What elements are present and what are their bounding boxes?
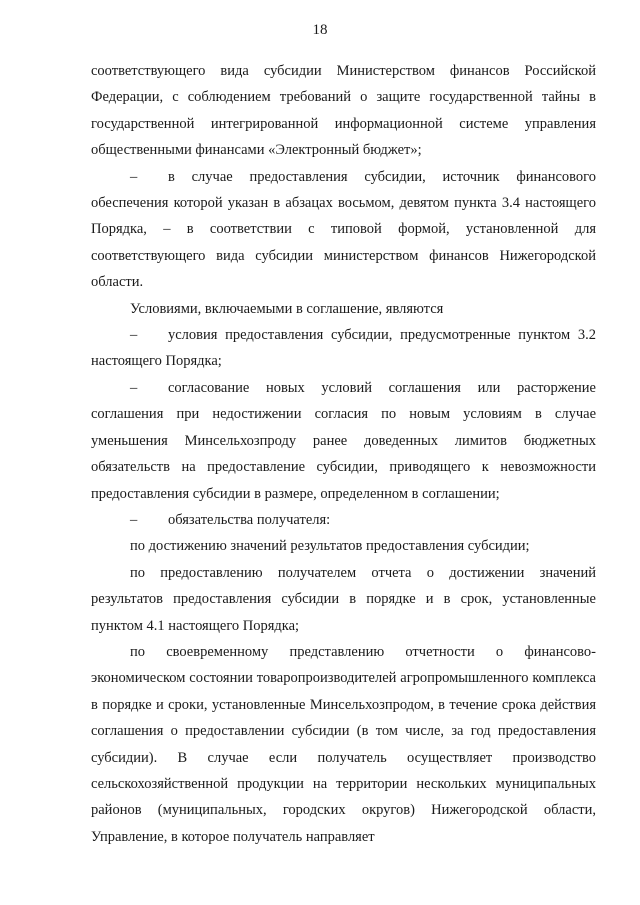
paragraph	[91, 560, 596, 639]
dash-marker: –	[130, 511, 138, 528]
dash-list-item	[91, 164, 596, 296]
paragraph-text: по достижению значений результатов предоставления субсидии;	[130, 538, 530, 555]
paragraph-text: условия предоставления субсидии, предусмотренные пунктом 3.2 настоящего Порядка;	[91, 327, 596, 370]
dash-marker: –	[130, 327, 138, 344]
page-number: 18	[312, 22, 328, 38]
paragraph-text: Условиями, включаемыми в соглашение, являются	[130, 300, 444, 317]
paragraph	[91, 533, 596, 559]
paragraph	[91, 296, 596, 322]
paragraph-text: соответствующего вида субсидии Министерством финансов Российской Федерации, с соблюдением требований о защите государственной тайны в государственной интегрированной информационной системе управления общественными финансами «Электронный бюджет»;	[91, 63, 596, 159]
dash-list-item	[91, 507, 596, 533]
paragraph-text: согласование новых условий соглашения или расторжение соглашения при недостижении согласия по новым условиям в случае уменьшения Минсельхозпроду ранее доведенных лимитов бюджетных обязательств на предоставление субсидии, приводящего к невозможности предоставления субсидии в размере, определенном в соглашении;	[91, 379, 596, 502]
dash-marker: –	[130, 168, 138, 185]
paragraph-text: по своевременному представлению отчетности о финансово-экономическом состоянии товаропроизводителей агропромышленного комплекса в порядке и сроки, установленные Минсельхозпродом, в течение срока действия соглашения о предоставлении субсидии (в том числе, за год предоставления субсидии). В случае если получатель осуществляет производство сельскохозяйственной продукции на территории нескольких муниципальных районов (муниципальных, городских округов) Нижегородской области, Управление, в которое получатель направляет	[91, 643, 596, 845]
document-body	[91, 58, 596, 850]
dash-list-item	[91, 322, 596, 375]
dash-marker: –	[130, 379, 138, 396]
paragraph-text: по предоставлению получателем отчета о достижении значений результатов предоставления субсидии в порядке и в срок, установленные пунктом 4.1 настоящего Порядка;	[91, 564, 596, 634]
paragraph	[91, 58, 596, 164]
paragraph	[91, 639, 596, 850]
paragraph-text: обязательства получателя:	[168, 511, 331, 528]
dash-list-item	[91, 375, 596, 507]
paragraph-text: в случае предоставления субсидии, источник финансового обеспечения которой указан в абзацах восьмом, девятом пункта 3.4 настоящего Порядка, – в соответствии с типовой формой, установленной для соответствующего вида субсидии министерством финансов Нижегородской области.	[91, 168, 596, 291]
